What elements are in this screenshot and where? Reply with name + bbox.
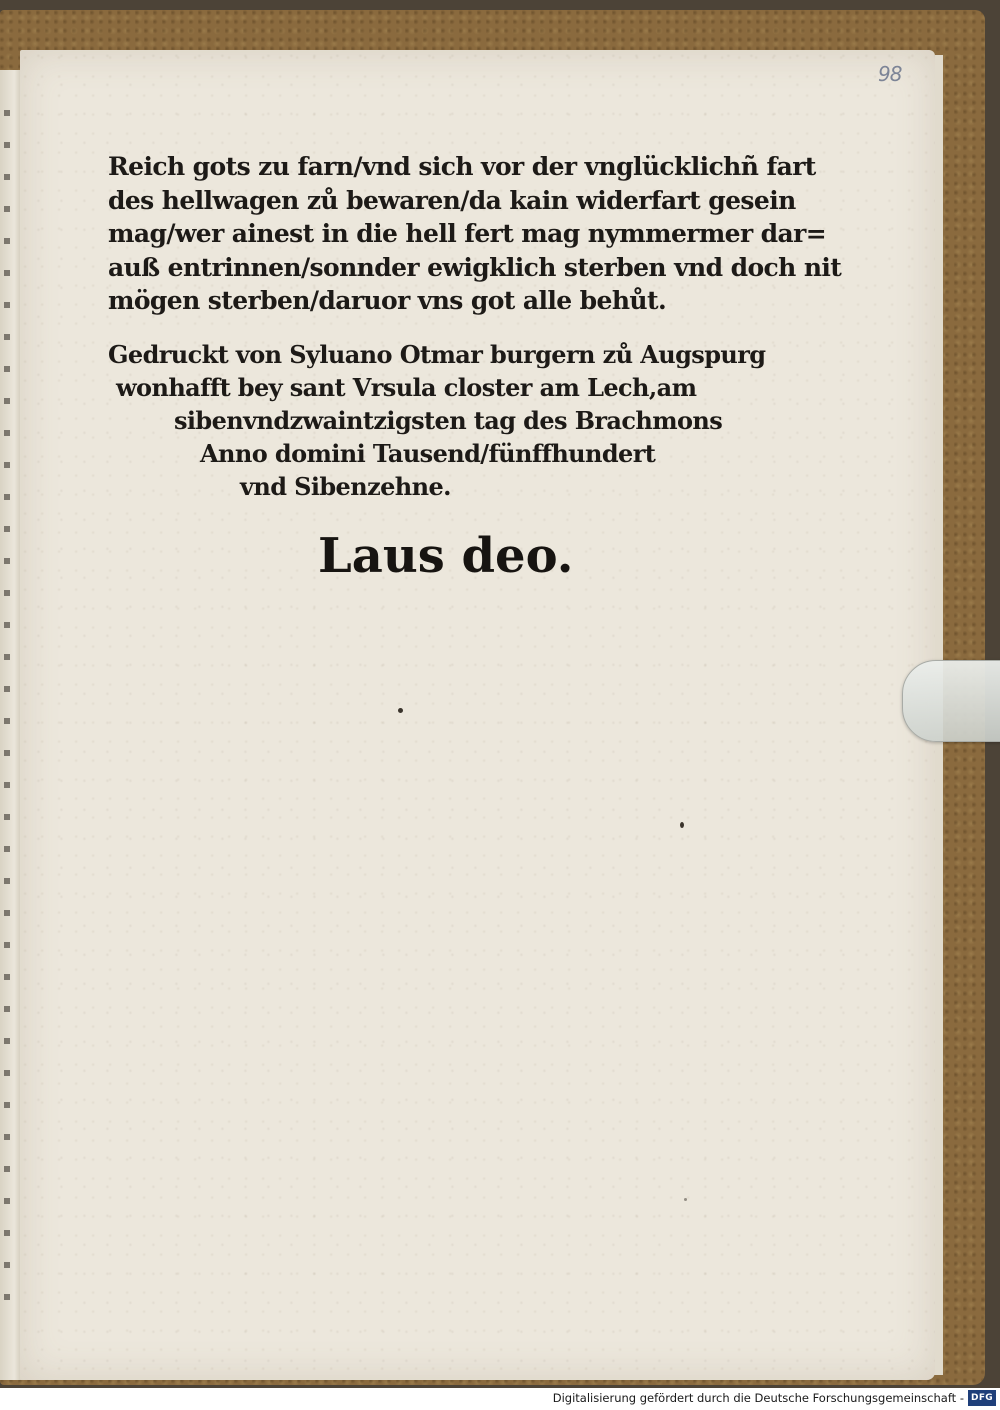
- ink-speck: [398, 708, 403, 713]
- funding-credit: Digitalisierung gefördert durch die Deutsche Forschungsgemeinschaft -: [552, 1391, 964, 1405]
- left-page-text-fragments: [4, 110, 10, 1310]
- closing-phrase: Laus deo.: [318, 528, 574, 584]
- colophon-line: sibenvndzwaintzigsten tag des Brachmons: [174, 406, 723, 435]
- footer-bar: [0, 1388, 1000, 1410]
- body-line: des hellwagen zů bewaren/da kain widerfart gesein: [108, 185, 796, 215]
- ink-speck: [684, 1198, 687, 1201]
- body-line: mag/wer ainest in die hell fert mag nymmermer dar=: [108, 219, 827, 248]
- body-line: Reich gots zu farn/vnd sich vor der vnglücklichñ fart: [108, 152, 816, 181]
- body-text: [108, 150, 842, 318]
- dfg-logo: DFG: [968, 1390, 996, 1406]
- page-clip: [902, 660, 1000, 742]
- colophon-line: Anno domini Tausend/fünffhundert: [200, 439, 656, 468]
- ink-speck: [680, 822, 684, 828]
- colophon: [108, 338, 788, 503]
- body-line: mögen sterben/daruor vns got alle behůt.: [108, 286, 667, 315]
- colophon-line: wonhafft bey sant Vrsula closter am Lech,am: [116, 373, 697, 402]
- colophon-line: Gedruckt von Syluano Otmar burgern zů Augspurg: [108, 340, 766, 369]
- colophon-line: vnd Sibenzehne.: [240, 472, 451, 501]
- body-line: auß entrinnen/sonnder ewigklich sterben vnd doch nit: [108, 252, 842, 282]
- folio-number: 98: [878, 62, 902, 86]
